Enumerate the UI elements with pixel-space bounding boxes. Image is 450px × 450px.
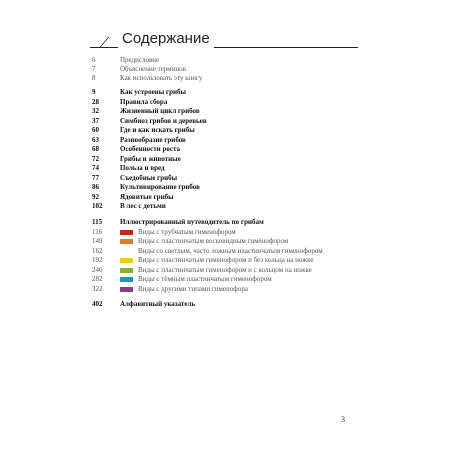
toc-title: Виды с трубчатым гименофором: [138, 227, 236, 236]
toc-title: Грибы и животные: [120, 154, 181, 163]
toc-page-number: 32: [92, 107, 99, 115]
toc-title: Разнообразие грибов: [120, 135, 186, 144]
toc-page-number: 246: [92, 265, 103, 274]
toc-title: Съедобные грибы: [120, 173, 178, 182]
toc-title: Объяснение терминов: [120, 65, 186, 73]
toc-page-number: 37: [92, 116, 99, 125]
toc-page-number: 115: [92, 218, 103, 226]
toc-page-number: 74: [92, 164, 99, 172]
toc-title: Виды с пластинчатым восковидным гименофором: [138, 237, 289, 245]
toc-title: Польза и вред: [120, 164, 165, 172]
heading-rule-notch: [100, 37, 119, 47]
toc-page-number: 282: [92, 275, 103, 283]
toc-title: Алфавитный указатель: [120, 300, 196, 308]
toc-title: Симбиоз грибов и деревьев: [120, 116, 207, 125]
toc-title: Как устроены грибы: [120, 88, 187, 96]
color-swatch: [120, 287, 133, 292]
toc-title: Правила сбора: [120, 97, 168, 106]
toc-title: Виды с пластинчатым гименофором и с кольцом на ножке: [138, 265, 312, 274]
heading-row: [90, 30, 358, 52]
toc-page-number: 192: [92, 256, 103, 264]
toc-page-number: 92: [92, 192, 99, 201]
toc-title: Виды с тёмным пластинчатым гименофором: [138, 275, 272, 283]
toc-page-number: 86: [92, 183, 99, 191]
page-title: Содержание: [118, 30, 214, 48]
toc-page-number: 162: [92, 246, 103, 255]
toc-page-number: 6: [92, 56, 96, 64]
toc-page-number: 72: [92, 154, 99, 163]
toc-page-number: 9: [92, 88, 96, 96]
toc-page-number: 322: [92, 284, 103, 293]
toc-title: В лес с детьми: [120, 202, 166, 210]
toc-page-number: 116: [92, 227, 103, 236]
color-swatch: [120, 230, 133, 235]
folio-page-number: 3: [341, 415, 345, 424]
toc-page-number: 7: [92, 65, 96, 73]
toc-title: Как использовать эту книгу: [120, 74, 203, 82]
color-swatch: [120, 258, 133, 263]
color-swatch: [120, 249, 133, 254]
color-swatch: [120, 268, 133, 273]
color-swatch: [120, 277, 133, 282]
toc-title: Жизненный цикл грибов: [120, 107, 200, 115]
toc-page-number: 8: [92, 74, 96, 82]
toc-page-number: 402: [92, 300, 103, 308]
toc-page-number: 102: [92, 202, 103, 210]
toc-title: Виды со светлым, часто ложным пластинчатым гименофором: [138, 246, 323, 255]
toc-title: Иллюстрированный путеводитель по грибам: [120, 218, 264, 226]
toc-title: Культивирование грибов: [120, 183, 200, 191]
toc-title: Виды с другими типами гименофора: [138, 284, 248, 293]
toc-page-number: 149: [92, 237, 103, 245]
toc-page-number: 63: [92, 135, 99, 144]
toc-title: Предисловие: [120, 56, 160, 64]
toc-page-number: 68: [92, 145, 99, 153]
toc-title: Особенности роста: [120, 145, 180, 153]
toc-page-number: 60: [92, 126, 99, 134]
color-swatch: [120, 239, 133, 244]
toc-page-number: 28: [92, 97, 99, 106]
toc-title: Ядовитые грибы: [120, 192, 174, 201]
toc-title: Виды с пластинчатым гименофором и без кольца на ножке: [138, 256, 314, 264]
toc-title: Где и как искать грибы: [120, 126, 195, 134]
toc-page-number: 77: [92, 173, 99, 182]
